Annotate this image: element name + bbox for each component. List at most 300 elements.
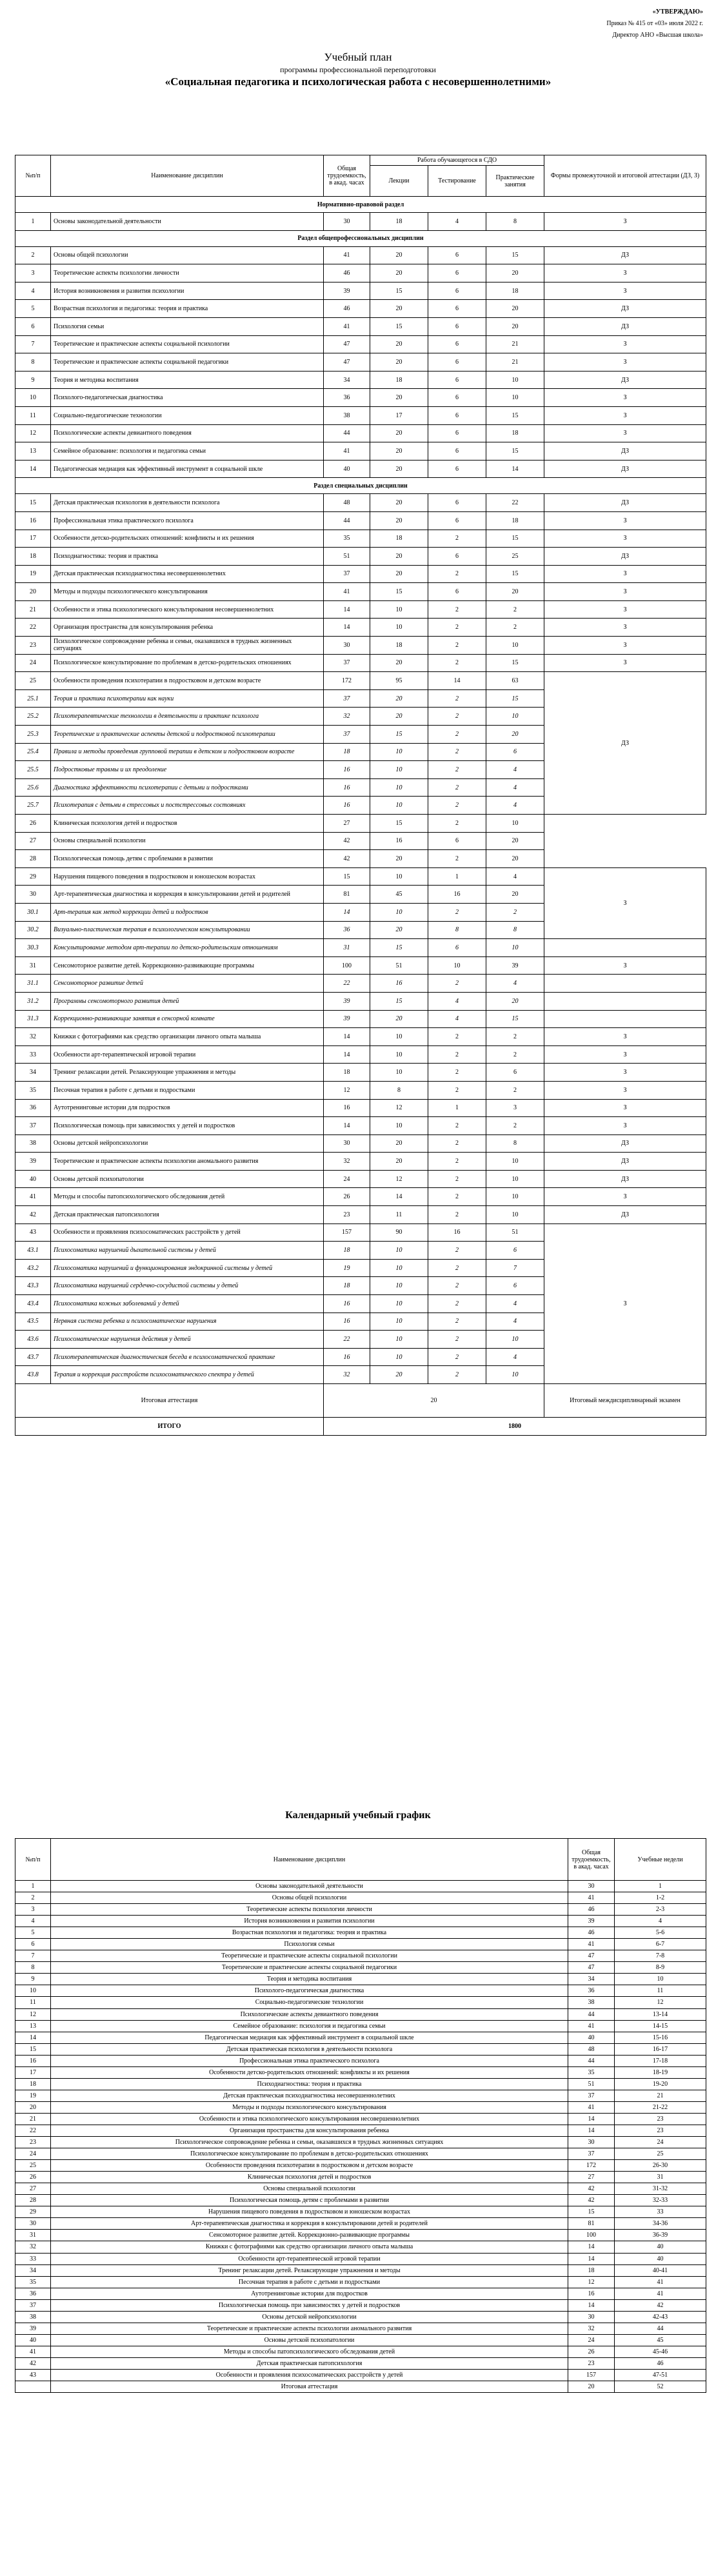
lecture-hours: 17 [370,406,428,424]
schedule-discipline: Основы детской психопатологии [51,2334,568,2346]
row-number: 2 [15,246,51,264]
lecture-hours: 20 [370,335,428,353]
schedule-weeks: 46 [615,2357,706,2369]
discipline-name: Особенности и проявления психосоматических расстройств у детей [51,1224,324,1242]
testing-hours: 16 [428,1224,486,1242]
schedule-hours: 14 [568,2241,615,2253]
plan-header-work: Работа обучающегося в СДО [370,155,544,166]
schedule-row [15,2066,706,2078]
lecture-hours: 18 [370,637,428,655]
schedule-row [15,2334,706,2346]
plan-row [15,637,706,655]
total-hours: 31 [324,939,370,957]
practice-hours: 2 [486,619,544,637]
schedule-row [15,1939,706,1950]
schedule-weeks: 10 [615,1974,706,1985]
schedule-row [15,2032,706,2043]
total-hours: 36 [324,921,370,939]
total-hours: 38 [324,406,370,424]
total-hours: 44 [324,424,370,442]
practice-hours: 2 [486,1045,544,1064]
plan-row [15,335,706,353]
plan-row [15,246,706,264]
schedule-hours: 100 [568,2230,615,2241]
total-hours: 18 [324,1242,370,1260]
practice-hours: 63 [486,672,544,690]
practice-hours: 15 [486,246,544,264]
schedule-discipline: Психологическое сопровождение ребенка и семьи, оказавшихся в трудных жизненных ситуациях [51,2137,568,2148]
total-hours: 32 [324,1366,370,1384]
schedule-weeks: 41 [615,2288,706,2299]
schedule-weeks: 12 [615,1997,706,2008]
practice-hours: 6 [486,1242,544,1260]
total-hours: 35 [324,530,370,548]
plan-header-total: Общая трудоемкость, в акад. часах [324,155,370,197]
final-attestation-row [15,1384,706,1418]
assessment-form: ДЗ [544,460,706,478]
schedule-hours: 12 [568,2276,615,2288]
schedule-row [15,1974,706,1985]
total-hours: 34 [324,371,370,389]
total-hours: 157 [324,1224,370,1242]
practice-hours: 20 [486,317,544,335]
schedule-hours: 20 [568,2381,615,2393]
row-number: 43.6 [15,1331,51,1349]
lecture-hours: 10 [370,1242,428,1260]
schedule-weeks: 45-46 [615,2346,706,2357]
testing-hours: 2 [428,1206,486,1224]
lecture-hours: 90 [370,1224,428,1242]
discipline-name: Нервная система ребенка и психосоматические нарушения [51,1313,324,1331]
schedule-num: 23 [15,2137,51,2148]
discipline-name: Психологические аспекты девиантного поведения [51,424,324,442]
total-hours: 16 [324,761,370,779]
plan-row [15,1153,706,1171]
assessment-form: З [544,600,706,619]
schedule-num: 13 [15,2020,51,2032]
schedule-hours: 27 [568,2172,615,2183]
schedule-hours: 48 [568,2043,615,2055]
plan-row [15,264,706,282]
schedule-num: 1 [15,1881,51,1892]
testing-hours: 2 [428,1170,486,1188]
discipline-name: Теоретические и практические аспекты социальной педагогики [51,353,324,372]
testing-hours: 2 [428,1188,486,1206]
lecture-hours: 20 [370,511,428,530]
schedule-num: 14 [15,2032,51,2043]
discipline-name: Психологическое сопровождение ребенка и семьи, оказавшихся в трудных жизненных ситуациях [51,637,324,655]
schedule-hours: 41 [568,1892,615,1904]
schedule-hours: 18 [568,2264,615,2276]
schedule-num: 30 [15,2218,51,2230]
total-hours: 39 [324,992,370,1010]
schedule-weeks: 23 [615,2113,706,2125]
testing-hours: 2 [428,1313,486,1331]
testing-hours: 8 [428,921,486,939]
assessment-form: З [544,956,706,975]
schedule-row [15,2276,706,2288]
schedule-row [15,2137,706,2148]
assessment-form: З [544,1081,706,1099]
total-hours: 22 [324,1331,370,1349]
testing-hours: 2 [428,903,486,921]
discipline-name: Клиническая психология детей и подростков [51,815,324,833]
assessment-form: З [544,282,706,300]
discipline-name: Теоретические и практические аспекты социальной психологии [51,335,324,353]
practice-hours: 15 [486,406,544,424]
testing-hours: 6 [428,335,486,353]
testing-hours: 6 [428,246,486,264]
plan-row [15,939,706,957]
testing-hours: 2 [428,708,486,726]
testing-hours: 2 [428,726,486,744]
plan-row [15,992,706,1010]
discipline-name: Теоретические и практические аспекты детской и подростковой психотерапии [51,726,324,744]
page-title: Учебный план [324,51,392,63]
schedule-hours: 36 [568,1985,615,1997]
schedule-discipline: Основы детской нейропсихологии [51,2311,568,2323]
testing-hours: 2 [428,1064,486,1082]
assessment-form [544,939,706,957]
schedule-discipline: Детская практическая психодиагностика несовершеннолетних [51,2090,568,2101]
testing-hours: 4 [428,213,486,231]
testing-hours: 14 [428,672,486,690]
schedule-num: 21 [15,2113,51,2125]
lecture-hours: 16 [370,832,428,850]
row-number: 13 [15,442,51,461]
section-row [15,230,706,246]
row-number: 40 [15,1170,51,1188]
lecture-hours: 20 [370,708,428,726]
discipline-name: Визуально-пластическая терапия в психологическом консультировании [51,921,324,939]
schedule-num: 26 [15,2172,51,2183]
schedule-num: 3 [15,1904,51,1916]
total-hours: 44 [324,511,370,530]
schedule-discipline: Песочная терапия в работе с детьми и подростками [51,2276,568,2288]
approval-heading: «УТВЕРЖДАЮ» [652,8,703,15]
lecture-hours: 18 [370,213,428,231]
testing-hours: 2 [428,600,486,619]
practice-hours: 2 [486,903,544,921]
schedule-discipline: Сенсомоторное развитие детей. Коррекционно-развивающие программы [51,2230,568,2241]
schedule-weeks: 21-22 [615,2101,706,2113]
lecture-hours: 20 [370,494,428,512]
schedule-num: 6 [15,1939,51,1950]
practice-hours: 14 [486,460,544,478]
schedule-hours: 14 [568,2253,615,2264]
practice-hours: 10 [486,1188,544,1206]
practice-hours: 22 [486,494,544,512]
schedule-weeks: 8-9 [615,1962,706,1974]
schedule-row [15,2218,706,2230]
total-hours: 19 [324,1259,370,1277]
schedule-hours: 39 [568,1916,615,1927]
practice-hours: 4 [486,1313,544,1331]
plan-row [15,867,706,886]
testing-hours: 2 [428,1081,486,1099]
practice-hours: 51 [486,1224,544,1242]
practice-hours: 18 [486,424,544,442]
schedule-weeks: 7-8 [615,1950,706,1962]
plan-row [15,317,706,335]
schedule-num: 16 [15,2055,51,2066]
practice-hours: 6 [486,1277,544,1295]
row-number: 5 [15,300,51,318]
assessment-form: З [544,511,706,530]
assessment-form: З [544,619,706,637]
schedule-num: 11 [15,1997,51,2008]
assessment-form: З [544,1045,706,1064]
schedule-discipline: Психология семьи [51,1939,568,1950]
total-hours: 37 [324,565,370,583]
total-hours: 16 [324,1099,370,1117]
row-number: 14 [15,460,51,478]
plan-row [15,1206,706,1224]
schedule-discipline: Теоретические и практические аспекты психологии аномального развития [51,2323,568,2334]
discipline-name: Диагностика эффективности психотерапии с детьми и подростками [51,778,324,797]
plan-row [15,424,706,442]
total-hours: 39 [324,282,370,300]
schedule-weeks: 11 [615,1985,706,1997]
testing-hours: 6 [428,353,486,372]
lecture-hours: 15 [370,583,428,601]
plan-header-testing: Тестирование [428,166,486,197]
schedule-row [15,2183,706,2195]
total-hours: 36 [324,389,370,407]
row-number: 23 [15,637,51,655]
practice-hours: 4 [486,867,544,886]
schedule-hours: 46 [568,1904,615,1916]
discipline-name: Терапия и коррекция расстройств психосоматического спектра у детей [51,1366,324,1384]
schedule-hours: 14 [568,2113,615,2125]
lecture-hours: 10 [370,1045,428,1064]
assessment-form [544,1010,706,1028]
total-hours: 30 [324,1134,370,1153]
total-hours: 42 [324,832,370,850]
plan-row [15,832,706,850]
plan-row [15,815,706,833]
schedule-hours: 24 [568,2334,615,2346]
discipline-name: Сенсомоторное развитие детей [51,975,324,993]
approval-director: Директор АНО «Высшая школа» [612,32,703,39]
assessment-form: ДЗ [544,1153,706,1171]
schedule-weeks: 2-3 [615,1904,706,1916]
schedule-discipline: Семейное образование: психология и педагогика семьи [51,2020,568,2032]
lecture-hours: 10 [370,1259,428,1277]
testing-hours: 2 [428,815,486,833]
schedule-hours: 47 [568,1950,615,1962]
schedule-hours: 44 [568,2055,615,2066]
total-hours: 16 [324,778,370,797]
schedule-row [15,2253,706,2264]
schedule-discipline: Возрастная психология и педагогика: теория и практика [51,1927,568,1939]
row-number: 25.4 [15,743,51,761]
testing-hours: 4 [428,1010,486,1028]
discipline-name: Детская практическая психология в деятельности психолога [51,494,324,512]
assessment-form [544,992,706,1010]
discipline-name: Психосоматические нарушения действия у детей [51,1331,324,1349]
row-number: 33 [15,1045,51,1064]
testing-hours: 6 [428,264,486,282]
schedule-num: 22 [15,2125,51,2136]
testing-hours: 6 [428,282,486,300]
total-hours: 12 [324,1081,370,1099]
discipline-name: Теоретические аспекты психологии личности [51,264,324,282]
schedule-row [15,2299,706,2311]
schedule-weeks: 40 [615,2241,706,2253]
discipline-name: Особенности детско-родительских отношений: конфликты и их решения [51,530,324,548]
schedule-num: 38 [15,2311,51,2323]
schedule-num: 41 [15,2346,51,2357]
schedule-row [15,1916,706,1927]
row-number: 31 [15,956,51,975]
practice-hours: 10 [486,1366,544,1384]
schedule-num: 8 [15,1962,51,1974]
schedule-weeks: 44 [615,2323,706,2334]
row-number: 43 [15,1224,51,1242]
total-hours: 37 [324,654,370,672]
plan-row [15,353,706,372]
total-hours: 51 [324,548,370,566]
total-hours: 16 [324,1313,370,1331]
schedule-discipline: Профессиональная этика практического психолога [51,2055,568,2066]
total-hours: 18 [324,1277,370,1295]
practice-hours: 4 [486,778,544,797]
schedule-num: 31 [15,2230,51,2241]
lecture-hours: 15 [370,726,428,744]
testing-hours: 1 [428,867,486,886]
schedule-hours: 30 [568,1881,615,1892]
testing-hours: 2 [428,1028,486,1046]
assessment-form: З [544,335,706,353]
assessment-form: З [544,654,706,672]
schedule-discipline: Психологические аспекты девиантного поведения [51,2008,568,2020]
assessment-form [544,975,706,993]
total-hours: 41 [324,246,370,264]
row-number: 43.2 [15,1259,51,1277]
total-hours: 18 [324,743,370,761]
row-number: 38 [15,1134,51,1153]
lecture-hours: 20 [370,264,428,282]
row-number: 11 [15,406,51,424]
schedule-num: 40 [15,2334,51,2346]
row-number: 36 [15,1099,51,1117]
schedule-num [15,2381,51,2393]
testing-hours: 2 [428,1348,486,1366]
discipline-name: Психотерапевтические технологии в деятельности и практике психолога [51,708,324,726]
schedule-weeks: 14-15 [615,2020,706,2032]
discipline-name: Теория и практика психотерапии как науки [51,689,324,708]
row-number: 39 [15,1153,51,1171]
row-number: 20 [15,583,51,601]
schedule-weeks: 24 [615,2137,706,2148]
practice-hours: 4 [486,1348,544,1366]
testing-hours: 2 [428,654,486,672]
lecture-hours: 10 [370,600,428,619]
discipline-name: Коррекционно-развивающие занятия в сенсорной комнате [51,1010,324,1028]
schedule-weeks: 47-51 [615,2369,706,2381]
schedule-discipline: Особенности арт-терапевтической игровой терапии [51,2253,568,2264]
plan-row [15,213,706,231]
practice-hours: 20 [486,850,544,868]
schedule-weeks: 25 [615,2148,706,2160]
lecture-hours: 10 [370,619,428,637]
testing-hours: 2 [428,619,486,637]
lecture-hours: 20 [370,246,428,264]
plan-row [15,1170,706,1188]
row-number: 42 [15,1206,51,1224]
schedule-weeks: 45 [615,2334,706,2346]
practice-hours: 21 [486,335,544,353]
practice-hours: 8 [486,1134,544,1153]
total-hours: 18 [324,1064,370,1082]
schedule-num: 29 [15,2206,51,2218]
schedule-num: 2 [15,1892,51,1904]
schedule-hours: 37 [568,2090,615,2101]
testing-hours: 6 [428,583,486,601]
practice-hours: 6 [486,1064,544,1082]
schedule-hours: 157 [568,2369,615,2381]
schedule-weeks: 18-19 [615,2066,706,2078]
practice-hours: 2 [486,1081,544,1099]
discipline-name: Сенсомоторное развитие детей. Коррекционно-развивающие программы [51,956,324,975]
schedule-hours: 38 [568,1997,615,2008]
assessment-form: ДЗ [544,548,706,566]
assessment-form: З [544,1117,706,1135]
plan-row [15,511,706,530]
schedule-weeks: 31 [615,2172,706,2183]
page-subtitle: программы профессиональной переподготовки [280,65,436,74]
row-number: 34 [15,1064,51,1082]
row-number: 18 [15,548,51,566]
schedule-row [15,2230,706,2241]
schedule-num: 39 [15,2323,51,2334]
plan-header-name: Наименование дисциплин [51,155,324,197]
total-hours: 32 [324,708,370,726]
assessment-form: З [544,1099,706,1117]
testing-hours: 6 [428,460,486,478]
practice-hours: 20 [486,300,544,318]
schedule-hours: 14 [568,2299,615,2311]
discipline-name: Арт-терапевтическая диагностика и коррекция в консультировании детей и родителей [51,886,324,904]
plan-row [15,1224,706,1242]
row-number: 31.1 [15,975,51,993]
schedule-header-name: Наименование дисциплин [51,1839,568,1881]
total-hours: 48 [324,494,370,512]
assessment-form: ДЗ [544,317,706,335]
plan-row [15,583,706,601]
row-number: 19 [15,565,51,583]
testing-hours: 4 [428,992,486,1010]
discipline-name: Арт-терапия как метод коррекции детей и подростков [51,903,324,921]
total-hours: 23 [324,1206,370,1224]
schedule-hours: 32 [568,2323,615,2334]
schedule-num: 9 [15,1974,51,1985]
plan-row [15,1045,706,1064]
discipline-name: Педагогическая медиация как эффективный инструмент в социальной шкле [51,460,324,478]
lecture-hours: 15 [370,317,428,335]
schedule-weeks: 15-16 [615,2032,706,2043]
discipline-name: Основы детской психопатологии [51,1170,324,1188]
total-hours: 22 [324,975,370,993]
practice-hours: 20 [486,726,544,744]
practice-hours: 10 [486,939,544,957]
lecture-hours: 12 [370,1170,428,1188]
practice-hours: 15 [486,565,544,583]
assessment-form: З [544,264,706,282]
lecture-hours: 20 [370,654,428,672]
total-value: 1800 [324,1418,706,1436]
